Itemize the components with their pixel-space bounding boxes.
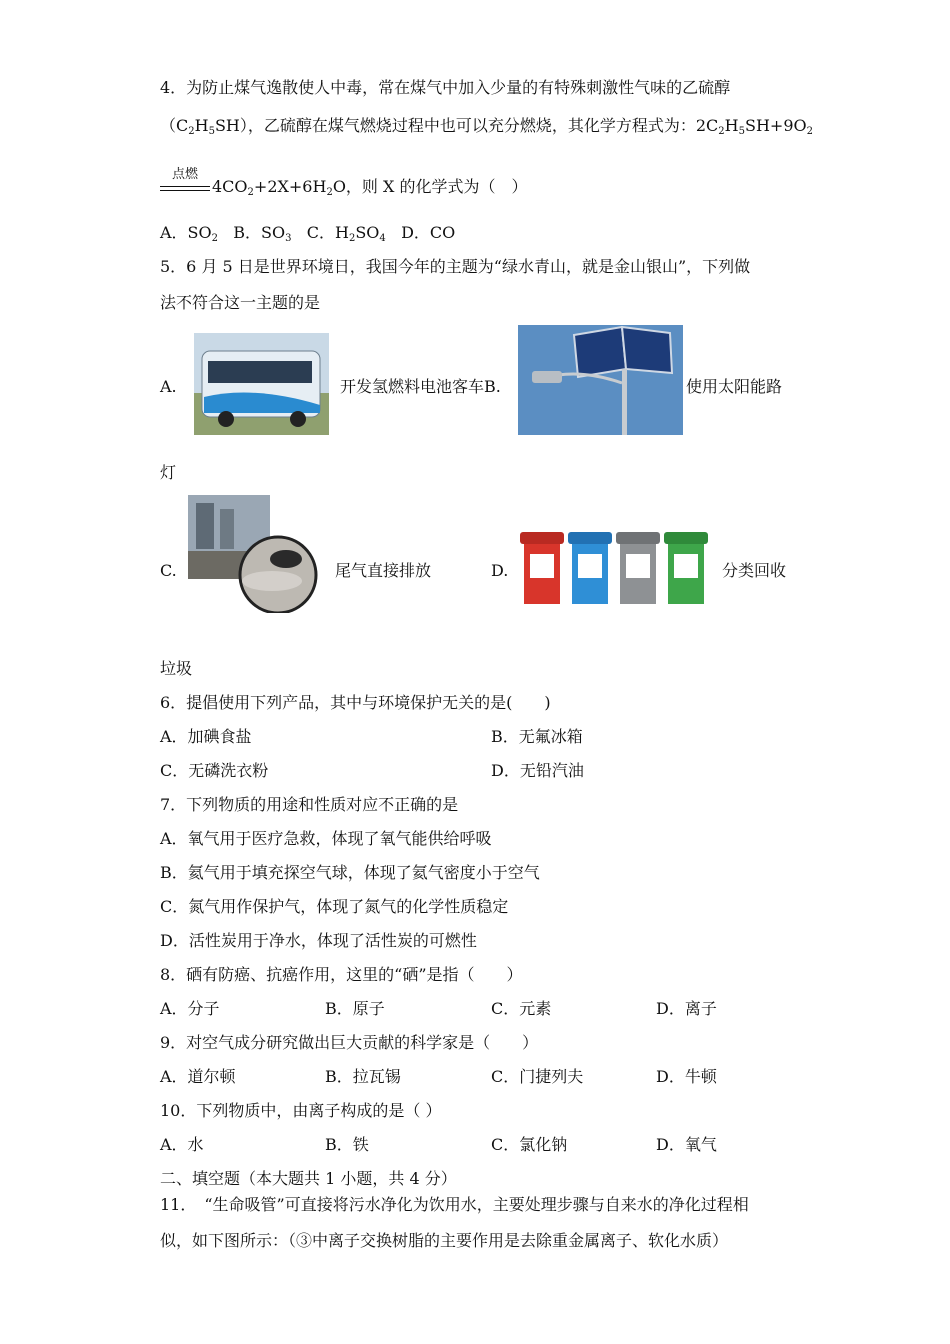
- q6-stem: 6．提倡使用下列产品，其中与环境保护无关的是( ): [160, 693, 551, 712]
- q5-option-b-cont: 灯: [160, 463, 177, 482]
- q4-line1: 4．为防止煤气逸散使人中毒，常在煤气中加入少量的有特殊刺激性气味的乙硫醇: [160, 78, 731, 97]
- q10-option-a[interactable]: A．水: [160, 1135, 204, 1154]
- q5-option-a-label[interactable]: A.: [160, 377, 177, 396]
- q4-option-d[interactable]: D．CO: [401, 223, 456, 242]
- q8-option-b[interactable]: B．原子: [325, 999, 385, 1018]
- q6-option-d[interactable]: D．无铅汽油: [491, 761, 584, 780]
- q4-option-b[interactable]: B．$SO_3$: [233, 223, 292, 244]
- solar-street-light-image: [518, 325, 683, 435]
- q4-line3: $4CO_2+2X+6H_2O$，则 X 的化学式为（ ）: [212, 177, 528, 198]
- recycling-bins-image: [518, 528, 716, 608]
- equals-sign-bottom: [160, 190, 210, 191]
- q5-option-d-cont: 垃圾: [160, 659, 193, 678]
- q8-option-c[interactable]: C．元素: [491, 999, 552, 1018]
- q5-option-c-label[interactable]: C.: [160, 561, 177, 580]
- q4-option-a[interactable]: A．$SO_2$: [160, 223, 219, 244]
- q5-line1: 5．6 月 5 日是世界环境日，我国今年的主题为“绿水青山，就是金山银山”，下列做: [160, 257, 751, 276]
- q5-option-d-text: 分类回收: [722, 561, 787, 580]
- q8-option-a[interactable]: A．分子: [160, 999, 220, 1018]
- q7-option-b[interactable]: B．氦气用于填充探空气球，体现了氦气密度小于空气: [160, 863, 540, 882]
- q11-line1: 11． “生命吸管”可直接将污水净化为饮用水，主要处理步骤与自来水的净化过程相: [160, 1195, 749, 1214]
- q9-option-d[interactable]: D．牛顿: [656, 1067, 717, 1086]
- equals-sign-top: [160, 186, 210, 187]
- q5-option-c-text: 尾气直接排放: [335, 561, 432, 580]
- q10-option-b[interactable]: B．铁: [325, 1135, 369, 1154]
- q9-option-a[interactable]: A．道尔顿: [160, 1067, 236, 1086]
- bus-image: [194, 333, 329, 435]
- q5-option-b-text: 使用太阳能路: [686, 377, 783, 396]
- exhaust-pollution-image: [188, 495, 330, 613]
- q5-option-d-label[interactable]: D.: [491, 561, 509, 580]
- q5-option-a-text: 开发氢燃料电池客车B.: [340, 377, 501, 396]
- q7-option-c[interactable]: C．氮气用作保护气，体现了氮气的化学性质稳定: [160, 897, 509, 916]
- section-heading: 二、填空题（本大题共 1 小题，共 4 分）: [160, 1169, 457, 1188]
- q9-stem: 9．对空气成分研究做出巨大贡献的科学家是（ ）: [160, 1033, 539, 1052]
- q8-option-d[interactable]: D．离子: [656, 999, 717, 1018]
- q6-option-b[interactable]: B．无氟冰箱: [491, 727, 583, 746]
- q7-option-d[interactable]: D．活性炭用于净水，体现了活性炭的可燃性: [160, 931, 477, 950]
- q9-option-c[interactable]: C．门捷列夫: [491, 1067, 584, 1086]
- q4-option-c[interactable]: C．$H_2SO_4$: [306, 223, 386, 244]
- q5-line2: 法不符合这一主题的是: [160, 293, 321, 312]
- q10-option-d[interactable]: D．氧气: [656, 1135, 717, 1154]
- q10-option-c[interactable]: C．氯化钠: [491, 1135, 568, 1154]
- q6-option-c[interactable]: C．无磷洗衣粉: [160, 761, 269, 780]
- q8-stem: 8．硒有防癌、抗癌作用，这里的“硒”是指（ ）: [160, 965, 523, 984]
- q10-stem: 10．下列物质中，由离子构成的是（ ）: [160, 1101, 442, 1120]
- q11-line2: 似，如下图所示：（③中离子交换树脂的主要作用是去除重金属离子、软化水质）: [160, 1231, 729, 1250]
- q4-line2: $(C_2H_5SH)$，乙硫醇在煤气燃烧过程中也可以充分燃烧，其化学方程式为：$2C_2H_5SH+9O_2$: [160, 116, 813, 137]
- q4-options: [160, 222, 455, 250]
- q7-stem: 7．下列物质的用途和性质对应不正确的是: [160, 795, 459, 814]
- reaction-condition: 点燃: [171, 167, 198, 182]
- q9-option-b[interactable]: B．拉瓦锡: [325, 1067, 401, 1086]
- q7-option-a[interactable]: A．氧气用于医疗急救，体现了氧气能供给呼吸: [160, 829, 492, 848]
- q6-option-a[interactable]: A．加碘食盐: [160, 727, 252, 746]
